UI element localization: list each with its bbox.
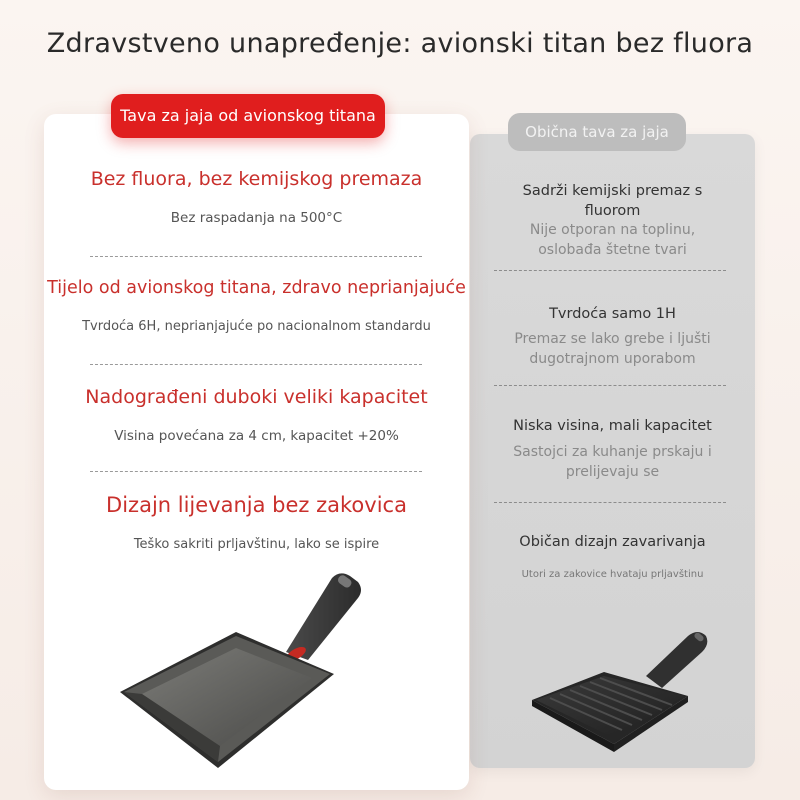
ordinary-feature-3-heading: Niska visina, mali kapacitet — [513, 418, 712, 434]
titanium-feature-2-sub: Tvrdoća 6H, neprianjajuće po nacionalnom standardu — [82, 319, 431, 334]
titanium-feature-2-heading: Tijelo od avionskog titana, zdravo neprianjajuće — [47, 278, 466, 298]
ordinary-feature-2-sub: Premaz se lako grebe i ljušti dugotrajnom uporabom — [514, 331, 711, 367]
titanium-divider-2 — [90, 364, 422, 365]
ordinary-feature-4-heading: Običan dizajn zavarivanja — [519, 534, 706, 550]
titanium-feature-1-heading: Bez fluora, bez kemijskog premaza — [90, 168, 423, 190]
square-tamagoyaki-pan-icon — [118, 570, 368, 770]
ordinary-divider-3 — [494, 502, 726, 503]
titanium-feature-1-sub: Bez raspadanja na 500°C — [170, 210, 343, 226]
ordinary-feature-2-heading: Tvrdoća samo 1H — [549, 306, 676, 322]
titanium-pan-badge: Tava za jaja od avionskog titana — [111, 94, 385, 138]
titanium-feature-3-sub: Visina povećana za 4 cm, kapacitet +20% — [114, 428, 399, 444]
ordinary-feature-1-sub: Nije otporan na toplinu, oslobađa štetne tvari — [529, 222, 696, 258]
ordinary-pan-badge: Obična tava za jaja — [508, 113, 686, 151]
ribbed-grill-pan-icon — [528, 626, 718, 756]
titanium-feature-4-heading: Dizajn lijevanja bez zakovica — [106, 493, 407, 517]
titanium-divider-1 — [90, 256, 422, 257]
ordinary-feature-3-sub: Sastojci za kuhanje prskaju i prelijevaju se — [513, 444, 712, 480]
ordinary-feature-4-sub: Utori za zakovice hvataju prljavštinu — [521, 569, 704, 580]
ordinary-feature-1-heading: Sadrži kemijski premaz s fluorom — [522, 183, 703, 219]
titanium-feature-4-sub: Teško sakriti prljavštinu, lako se ispire — [133, 537, 380, 552]
page-title: Zdravstveno unapređenje: avionski titan bez fluora — [46, 28, 754, 59]
ordinary-divider-1 — [494, 270, 726, 271]
titanium-feature-3-heading: Nadograđeni duboki veliki kapacitet — [85, 386, 428, 408]
titanium-divider-3 — [90, 471, 422, 472]
ordinary-divider-2 — [494, 385, 726, 386]
